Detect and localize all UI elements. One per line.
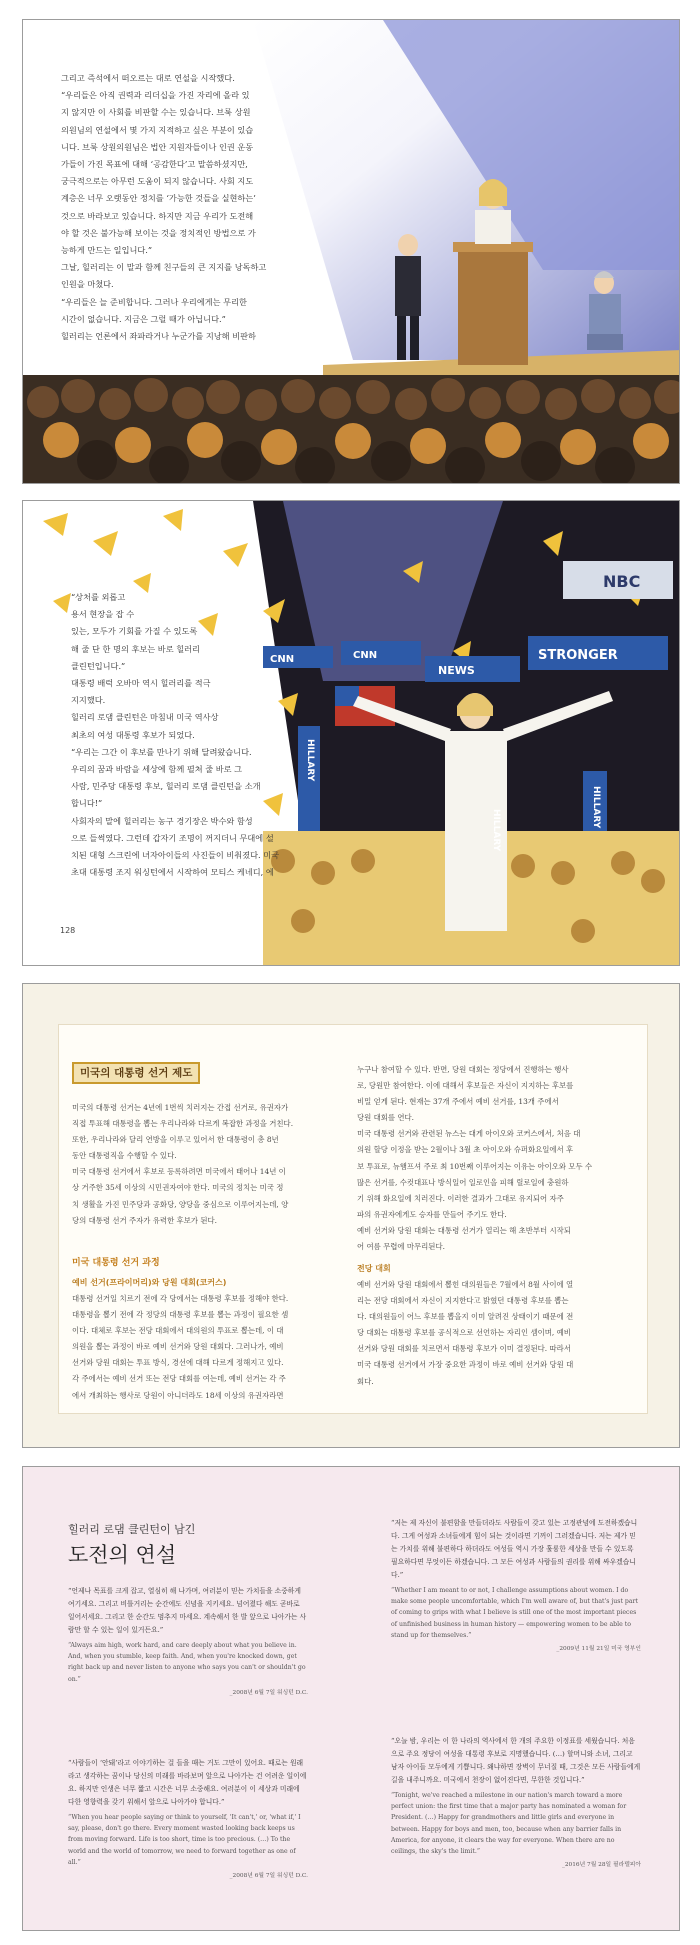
quote-source: _2016년 7월 28일 필라델피아 bbox=[561, 1862, 641, 1869]
sign-cnn-1: CNN bbox=[270, 654, 295, 665]
quote-korean: “언제나 목표를 크게 잡고, 열심히 해 나가며, 여러분이 믿는 가치들을 소중하게 여기세요. 그리고 비틀거리는 순간에도 신념을 지키세요. 넘어졌다 해도 곧바로 일어서세요. 그리고 한 순간도 멈추지 마세요. 계속해서 한 발 앞으로 나아가는 사람만 할 수 있는 일이 있거든요.” bbox=[68, 1587, 307, 1634]
book-spread-4 bbox=[22, 1466, 680, 1931]
story-line: 의원님의 연설에서 몇 가지 지적하고 싶은 부분이 있습 bbox=[61, 124, 254, 135]
text-line: 비밀 얻게 된다. 현재는 37개 주에서 예비 선거를, 13개 주에서 bbox=[357, 1097, 559, 1107]
right-column-convention bbox=[357, 1277, 637, 1390]
story-line: 최초의 여성 대통령 후보가 되었다. bbox=[71, 729, 195, 740]
text-line: 대통령을 뽑기 전에 각 정당의 대통령 후보를 뽑는 과정이 필요한 셈 bbox=[72, 1310, 289, 1320]
story-line: 사람, 민주당 대통령 후보, 힐러리 로댐 클린턴을 소개 bbox=[71, 781, 261, 792]
sign-cnn-2: CNN bbox=[353, 650, 378, 661]
story-line: 인원을 마쳤다. bbox=[61, 279, 114, 290]
text-line: 미국 대통령 선거에서 후보로 등록하려면 미국에서 태어나 14년 이 bbox=[72, 1167, 286, 1177]
info-box-title: 미국의 대통령 선거 제도 bbox=[72, 1062, 200, 1084]
text-line: 당원 대회를 연다. bbox=[357, 1113, 415, 1123]
text-line: 파의 유권자에게도 승자를 만들어 주기도 한다. bbox=[357, 1209, 507, 1219]
text-line: 선거와 당원 대회를 치르면서 대통령 후보가 이미 결정된다. 따라서 bbox=[357, 1344, 571, 1354]
left-column-intro bbox=[72, 1100, 342, 1229]
story-line: “우리는 그간 이 후보를 만나기 위해 달려왔습니다. bbox=[71, 746, 252, 757]
text-line: 동안 대통령직을 수행할 수 있다. bbox=[72, 1151, 177, 1161]
text-line: 보 투표로, 뉴햄프셔 주로 최 10번째 이루어지는 이유는 아이오와 모두 수 bbox=[357, 1161, 593, 1171]
story-line: 그리고 즉석에서 떠오르는 대로 연설을 시작했다. bbox=[61, 73, 235, 83]
text-line: 미국 대통령 선거에서 가장 중요한 과정이 바로 예비 선거와 당원 대 bbox=[357, 1360, 574, 1370]
quote-korean: “오늘 밤, 우리는 이 한 나라의 역사에서 한 개의 주요한 이정표를 세웠습니다. 처음으로 주요 정당이 여성을 대통령 후보로 지명했습니다. (…) 할머니와 소녀, 그리고 남자 아이들 모두에게 기쁩니다. 왜냐하면 장벽이 무너질 때, 그것은 모든 사람들에게 길을 내주니까요. 미국에서 천장이 없어진다면, 무한한 것입니다.” bbox=[391, 1737, 641, 1784]
story-line: 지 않지만 이 사회를 비판할 수는 있습니다. 브룩 상원 bbox=[61, 107, 251, 118]
text-line: 각 주에서는 예비 선거 또는 전당 대회를 여는데, 예비 선거는 각 주 bbox=[72, 1374, 286, 1384]
sign-hillary-3: HILLARY bbox=[591, 786, 601, 829]
story-line: 그날, 힐러리는 이 말과 함께 친구들의 큰 지지를 낭독하고 bbox=[61, 262, 267, 273]
story-line: 야 할 것은 불가능해 보이는 것을 정치적인 방법으로 가 bbox=[61, 227, 256, 238]
quote-block bbox=[391, 1735, 641, 1868]
sign-news: NEWS bbox=[438, 664, 475, 677]
text-line: 미국 대통령 선거와 관련된 뉴스는 대게 아이오와 코커스에서, 처음 대 bbox=[357, 1129, 581, 1139]
section-kicker: 힐러리 로댐 클린턴이 남긴 bbox=[68, 1523, 196, 1536]
quote-korean: “사람들이 ‘안돼’라고 이야기하는 걸 들을 때는 거도 그만이 있어요. 때로는 원래라고 생각하는 꿈이나 당신의 미래를 바라보며 앞으로 나아가는 건 어려운 일이에요. 하지만 인생은 너무 짧고 시간은 너무 소중해요. 여러분이 이 세상과 미래에 다한 영향력을 갖기 위해서 앞으로 나아가야 합니다.” bbox=[68, 1759, 307, 1806]
section-heading: 미국 대통령 선거 과정 bbox=[72, 1258, 160, 1268]
quote-english: “Whether I am meant to or not, I challenge assumptions about women. I do make some people uncomfortable, which I'm well aware of, but that's just part of coming to grips with what I believe is still one of the most important pieces of unfinished business in human history — empowering women to be able to stand up for themselves.” bbox=[391, 1587, 639, 1639]
text-line: 당의 대통령 선거 주자가 유력한 후보가 된다. bbox=[72, 1215, 217, 1225]
text-line: 선거와 당원 대회는 투표 방식, 경선에 대해 다르게 정해지고 있다. bbox=[72, 1358, 284, 1368]
story-line: 가들이 가진 목표에 대해 ‘공감한다’고 말씀하셨지만, bbox=[61, 159, 248, 170]
sign-stronger: STRONGER bbox=[538, 648, 618, 663]
text-line: 누구나 참여할 수 있다. 반면, 당원 대회는 정당에서 진행하는 행사 bbox=[357, 1065, 569, 1074]
left-column-primaries bbox=[72, 1291, 342, 1404]
page-number: 128 bbox=[60, 926, 76, 935]
text-line: 대통령 선거일 치르기 전에 각 당에서는 대통령 후보를 정해야 한다. bbox=[72, 1294, 289, 1303]
right-column-primaries bbox=[357, 1062, 637, 1255]
text-line: 미국의 대통령 선거는 4년에 1번씩 치러지는 간접 선거로, 유권자가 bbox=[72, 1103, 289, 1112]
story-line: 합니다!” bbox=[71, 798, 103, 809]
text-line: 의원을 뽑는 과정이 바로 예비 선거와 당원 대회다. 그러나가, 예비 bbox=[72, 1342, 284, 1352]
section-title: 도전의 연설 bbox=[68, 1543, 177, 1567]
text-line: 또한, 우리나라와 달리 연방을 이루고 있어서 한 대통령이 총 8년 bbox=[72, 1135, 279, 1145]
story-text-column bbox=[61, 70, 346, 345]
text-line: 로, 당원만 참여한다. 이에 대해서 후보들은 자신이 지지하는 후보를 bbox=[357, 1081, 574, 1091]
story-line: “상처를 외롭고 bbox=[71, 592, 126, 602]
text-line: 많은 선거를, 수컷대표나 방식일어 일로인을 피해 릴로일에 충원하 bbox=[357, 1177, 569, 1187]
story-line: 해 줄 단 한 명의 후보는 바로 힐러리 bbox=[71, 643, 200, 654]
quote-source: _2008년 6월 7일 워싱턴 D.C. bbox=[229, 1689, 308, 1696]
story-line: 지지했다. bbox=[71, 695, 106, 706]
text-line: 기 위해 화요일에 치러진다. 이러한 결과가 그대로 유지되어 자주 bbox=[357, 1193, 564, 1203]
story-line: 궁극적으로는 아무런 도움이 되지 않습니다. 사회 지도 bbox=[61, 176, 254, 187]
story-line: 용서 현장을 잡 수 bbox=[71, 609, 135, 620]
quote-block bbox=[391, 1517, 641, 1652]
sign-hillary-1: HILLARY bbox=[305, 739, 315, 782]
story-line: 초대 대통령 조지 워싱턴에서 시작하여 모티스 케네디, 에 bbox=[71, 867, 274, 878]
story-line: 사회자의 말에 힐러리는 농구 경기장은 박수와 함성 bbox=[71, 815, 253, 826]
story-line: 니다. 브룩 상원의원님은 법안 지원자들이나 인권 운동 bbox=[61, 141, 254, 152]
story-line: 클린턴입니다.” bbox=[71, 660, 126, 671]
text-line: 리는 전당 대회에서 자신이 지지한다고 밝혔던 대통령 후보를 뽑는 bbox=[357, 1296, 569, 1306]
quote-english: “When you hear people saying or think to yourself, 'It can't,' or, 'what if,' I say, please, don't go there. Every moment wasted looking back keeps us from moving forward. Life is too short, time is too precious. (…) To the world and the world of tomorrow, we need to forward together as one of all.” bbox=[68, 1814, 301, 1866]
text-line: 상 거주한 35세 이상의 시민권자여야 한다. 미국의 정치는 미국 정 bbox=[72, 1183, 284, 1193]
quote-english: “Always aim high, work hard, and care deeply about what you believe in. And, when you stumble, keep faith. And, when you're knocked down, get right back up and never listen to anyone who says you can't or shouldn't go on.” bbox=[68, 1642, 306, 1683]
text-line: 이다. 대체로 후보는 전당 대회에서 대의원의 투표로 뽑는데, 이 대 bbox=[72, 1326, 284, 1336]
story-line: 계층은 너무 오랫동안 정치를 ‘가능한 것들을 실현하는’ bbox=[61, 193, 256, 204]
story-line: 시간이 없습니다. 지금은 그럴 때가 아닙니다.” bbox=[61, 313, 226, 324]
text-line: 당 대회는 대통령 후보를 공식적으로 선언하는 자리인 셈이며, 예비 bbox=[357, 1328, 571, 1338]
info-box bbox=[58, 1024, 648, 1414]
story-line: 힐러리는 언론에서 좌파라거나 누군가를 지낭해 비판하 bbox=[61, 331, 256, 342]
story-line: “우리들은 아직 권력과 리더십을 가진 자리에 올라 있 bbox=[61, 90, 250, 101]
subheading-primaries: 예비 선거(프라이머리)와 당원 대회(코커스) bbox=[72, 1278, 227, 1287]
story-line: 힐러리 로댐 클린턴은 마침내 미국 역사상 bbox=[71, 712, 219, 723]
book-spread-1 bbox=[22, 19, 680, 484]
text-line: 직접 투표해 대통령을 뽑는 우리나라와 다르게 복잡한 과정을 거친다. bbox=[72, 1119, 294, 1129]
book-spread-3 bbox=[22, 983, 680, 1448]
text-line: 예비 선거와 당원 대회는 대통령 선거가 열리는 해 초반부터 시작되 bbox=[357, 1225, 571, 1235]
text-line: 에서 개최하는 행사로 당원이 아니더라도 18세 이상의 유권자라면 bbox=[72, 1390, 284, 1400]
text-line: 의원 할당 이정을 받는 2월이나 3월 초 아이오와 슈퍼화요일에서 후 bbox=[357, 1145, 574, 1155]
story-line: 것으로 바라보고 있습니다. 하지만 지금 우리가 도전해 bbox=[61, 210, 254, 221]
quote-english: “Tonight, we've reached a milestone in our nation's march toward a more perfect union: the first time that a major party has nominated a woman for President. (…) Happy for grandmothers and little girls and everyone in between. Happy for boys and men, too, because when any barrier falls in America, for anyone, it clears the way for everyone. When there are no ceilings, the sky's the limit.” bbox=[391, 1792, 627, 1856]
story-line: 우리의 꿈과 바람을 세상에 함께 펼쳐 줄 바로 그 bbox=[71, 764, 243, 775]
quote-source: _2009년 11월 21일 미국 영부인 bbox=[556, 1646, 641, 1653]
sign-hillary-2: HILLARY bbox=[491, 809, 501, 852]
text-line: 치 생활을 가진 민주당과 공화당, 양당을 중심으로 이루어지는데, 양 bbox=[72, 1199, 289, 1209]
quote-block bbox=[68, 1585, 308, 1696]
text-line: 다. 대의원들이 어느 후보를 뽑을지 이미 알려진 상태이기 때문에 전 bbox=[357, 1312, 574, 1322]
crowd bbox=[23, 375, 680, 484]
quote-source: _2008년 6월 7일 워싱턴 D.C. bbox=[229, 1873, 308, 1880]
quote-korean: “저는 제 자신이 불편함을 만들더라도 사람들이 갖고 있는 고정관념에 도전하겠습니다. 그게 여성과 소녀들에게 힘이 되는 것이라면 기꺼이 그러겠습니다. 저는 제가 믿는 가치를 위해 불편하다 하더라도 여성들 역시 가장 훌륭한 세상을 만들 수 있도록 필요하다면 무엇이든 하겠습니다. 그 모든 여성과 사람들의 권리를 위해 싸우겠습니다.” bbox=[391, 1519, 638, 1579]
story-line: 대통령 배럭 오바마 역시 힐러리를 적극 bbox=[71, 678, 211, 689]
story-text-column bbox=[71, 589, 291, 881]
sign-nbc: NBC bbox=[603, 572, 641, 591]
text-line: 어 여름 무렵에 마무리된다. bbox=[357, 1242, 445, 1252]
story-line: 으로 들썩였다. 그런데 갑자기 조명이 꺼지더니 무대에 설 bbox=[71, 832, 274, 843]
text-line: 예비 선거와 당원 대회에서 뽑힌 대의원들은 7월에서 8월 사이에 열 bbox=[357, 1280, 574, 1289]
story-line: “우리들은 늘 준비합니다. 그러나 우리에게는 무리한 bbox=[61, 296, 247, 307]
story-line: 능하게 만드는 일입니다.” bbox=[61, 245, 153, 256]
subheading-convention: 전당 대회 bbox=[357, 1264, 391, 1273]
book-spread-2 bbox=[22, 500, 680, 966]
story-line: 있는, 모두가 기회를 가질 수 있도록 bbox=[71, 626, 198, 637]
text-line: 회다. bbox=[357, 1376, 374, 1386]
story-line: 치된 대형 스크린에 녀자아이들의 사진들이 비춰졌다. 미국 bbox=[71, 850, 280, 861]
quote-block bbox=[68, 1757, 308, 1879]
